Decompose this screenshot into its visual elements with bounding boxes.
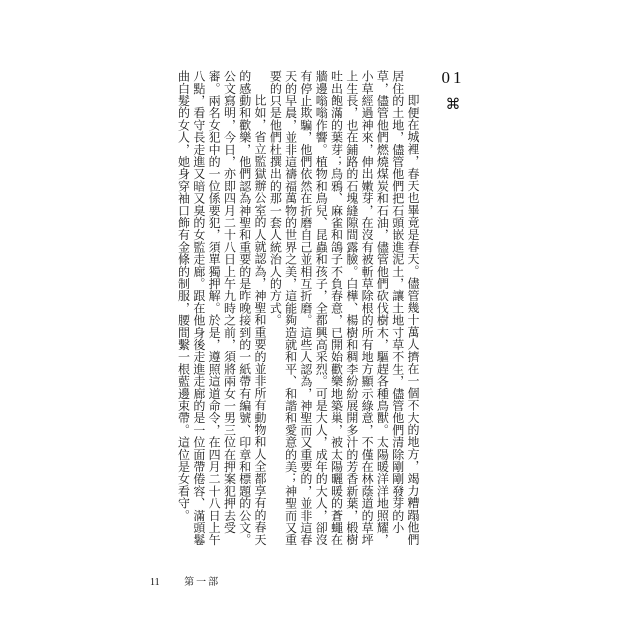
page-footer bbox=[150, 573, 220, 588]
paragraph-2: 比如，省立監獄辦公室的人就認為，神聖和重要的並非所有動物和人全都享有的春天的感動和歡樂，他們認為神聖和重要的是昨晚接到的一紙帶有編號、印章和標題的公文。公文寫明，今日，亦即四月二十八日上午九時之前，須將兩女一男三位在押案犯押去受審。兩名女犯中的一位係要犯，須單獨押解。於是，遵照這道命令，在四月二十八日上午八點，看守長走進又暗又臭的女監走廊。跟在他身後走進走廊的是一位面帶倦容、滿頭鬈曲白髮的女人，她身穿袖口飾有金條的制服，腰間繫一根藍邊束帶。這位是女看守。 bbox=[176, 70, 268, 546]
chapter-ornament-icon: ⌘ bbox=[445, 95, 461, 113]
page-number: 11 bbox=[150, 577, 160, 588]
body-text bbox=[175, 70, 420, 552]
paragraph-1: 即便在城裡，春天也畢竟是春天。儘管幾十萬人擠在一個不大的地方，竭力糟蹋他們居住的土地，儘管他們把石頭嵌進泥土，讓土地寸草不生，儘管他們清除剛剛發芽的小草，儘管他們燃燒煤炭和石油，儘管他們砍伐樹木，驅趕各種鳥獸。太陽暖洋洋地照耀，小草經過神來，伸出嫩芽，在沒有被斬草除根的所有地方顯示綠意，不僅在林蔭道的草坪上生長，也在鋪路的石塊縫隙間露臉。白樺、楊樹和稠李紛紛展開多汁的芳香新葉，椴樹吐出飽滿的葉芽；烏鴉、麻雀和鴿子不負春意，已開始歡樂地築巢，被太陽曬暖的蒼蠅在牆邊嗡嗡作響。植物和鳥兒、昆蟲和孩子，全都興高采烈。可是大人，成年的大人，卻沒有停止欺騙，他們依然在折磨自己並相互折磨。這些人認為，神聖而又重要的，並非這春天的早晨，並非這禱福萬物的世界之美，這能夠造就和平、和諧和愛意的美；神聖而又重要的只是他們杜撰出的那一套人統治人的方式。 bbox=[268, 70, 420, 546]
chapter-number: 01 bbox=[441, 68, 465, 87]
part-title: 第一部 bbox=[184, 577, 221, 588]
